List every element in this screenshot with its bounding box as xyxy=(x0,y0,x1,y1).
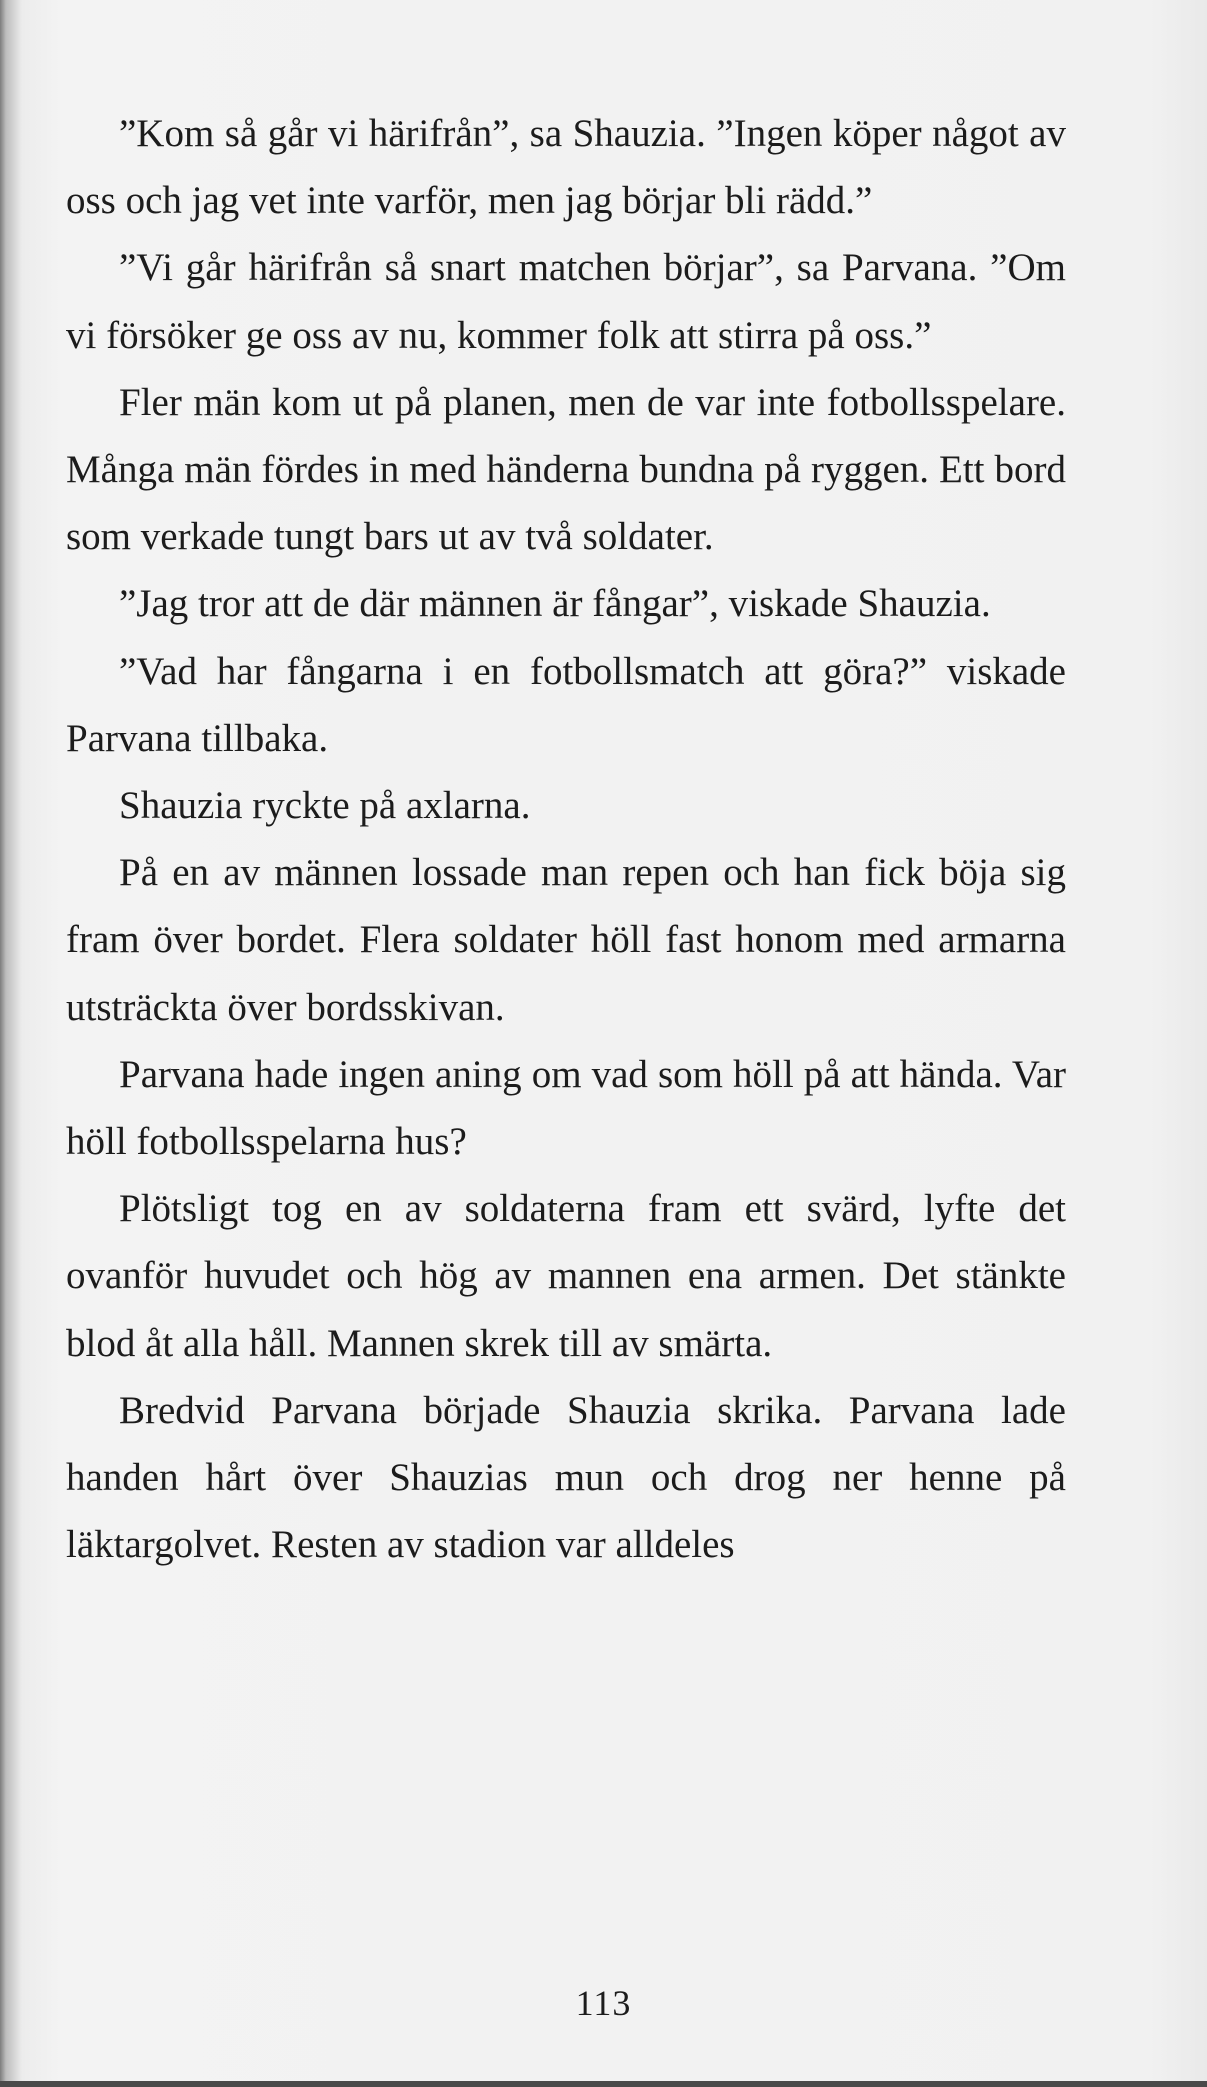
paragraph: Parvana hade ingen aning om vad som höll på att hända. Var höll fotbollsspelarna hus? xyxy=(66,1052,1066,1164)
paragraph: ”Kom så går vi härifrån”, sa Shauzia. ”Ingen köper något av oss och jag vet inte varför, men jag börjar bli rädd.” xyxy=(66,112,1066,223)
paragraph: Shauzia ryckte på axlarna. xyxy=(119,784,531,828)
paragraph: ”Vi går härifrån så snart matchen börjar”, sa Parvana. ”Om vi försöker ge oss av nu, kommer folk att stirra på oss.” xyxy=(66,246,1066,357)
paragraph: ”Jag tror att de där männen är fångar”, viskade Shauzia. xyxy=(119,582,991,626)
paragraph: Bredvid Parvana började Shauzia skrika. Parvana lade handen hårt över Shauzias mun och drog ner henne på läktargolvet. Resten av stadion var alldeles xyxy=(66,1388,1066,1567)
paragraph: Plötsligt tog en av soldaterna fram ett svärd, lyfte det ovanför huvudet och hög av mannen ena armen. Det stänkte blod åt alla håll. Mannen skrek till av smärta. xyxy=(66,1187,1066,1365)
page-edge xyxy=(0,2081,1207,2087)
paragraph: ”Vad har fångarna i en fotbollsmatch att göra?” viskade Parvana tillbaka. xyxy=(66,649,1066,760)
paragraph: På en av männen lossade man repen och han fick böja sig fram över bordet. Flera soldater höll fast honom med armarna utsträckta över bordsskivan. xyxy=(66,851,1066,1029)
paragraph: Fler män kom ut på planen, men de var inte fotbollsspelare. Många män fördes in med händerna bundna på ryggen. Ett bord som verkade tungt bars ut av två soldater. xyxy=(66,380,1066,559)
body-text xyxy=(66,100,1066,1578)
page-number: 113 xyxy=(575,1983,632,2023)
